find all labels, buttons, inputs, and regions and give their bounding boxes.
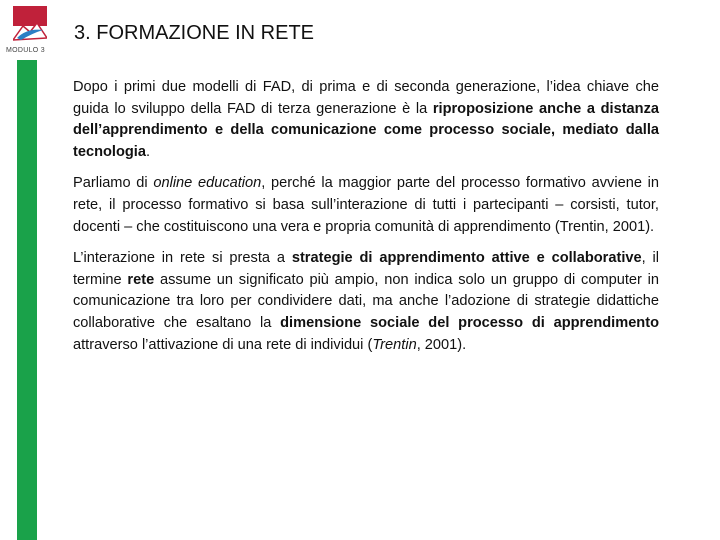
text: . (145, 143, 151, 160)
body-text (73, 77, 659, 366)
italic-text: Trentin (372, 336, 417, 353)
text: L’interazione in rete si presta a (73, 250, 292, 267)
mountain-logo-icon (13, 18, 47, 42)
text: attraverso l’attivazione di una rete di individui ( (73, 336, 373, 353)
module-label: MODULO 3 (6, 47, 45, 54)
text: , il termine (73, 250, 660, 288)
text: Parliamo di (73, 175, 154, 192)
logo (13, 6, 47, 42)
text: , perché la maggior parte del processo formativo avviene in rete, il processo formativo si basa sull’interazione di tutti i partecipanti – corsisti, tutor, docenti – che costituiscono una vera e propria comunità di apprendimento (Trentin, 2001). (73, 175, 659, 235)
bold-text: dimensione sociale del processo di apprendimento (280, 314, 659, 331)
sidebar-accent-bar (17, 60, 37, 540)
italic-text: online education (153, 175, 262, 192)
bold-text: strategie di apprendimento attive e collaborative (291, 250, 642, 267)
bold-text: rete (127, 271, 155, 288)
page-title: 3. FORMAZIONE IN RETE (74, 22, 315, 44)
paragraph-3 (73, 248, 659, 356)
text: assume un significato più ampio, non indica solo un gruppo di computer in comunicazione tra loro per condividere dati, ma anche l’adozione di strategie didattiche collaborative che esaltano la (73, 271, 659, 331)
text: Dopo i primi due modelli di FAD, di prima e di seconda generazione, l’idea chiave che guida lo sviluppo della FAD di terza generazione è la (73, 79, 659, 117)
paragraph-2 (73, 173, 659, 238)
text: , 2001). (416, 336, 467, 353)
bold-text: riproposizione anche a distanza dell’apprendimento e della comunicazione come processo sociale, mediato dalla tecnologia (73, 100, 660, 160)
paragraph-1 (73, 77, 659, 163)
